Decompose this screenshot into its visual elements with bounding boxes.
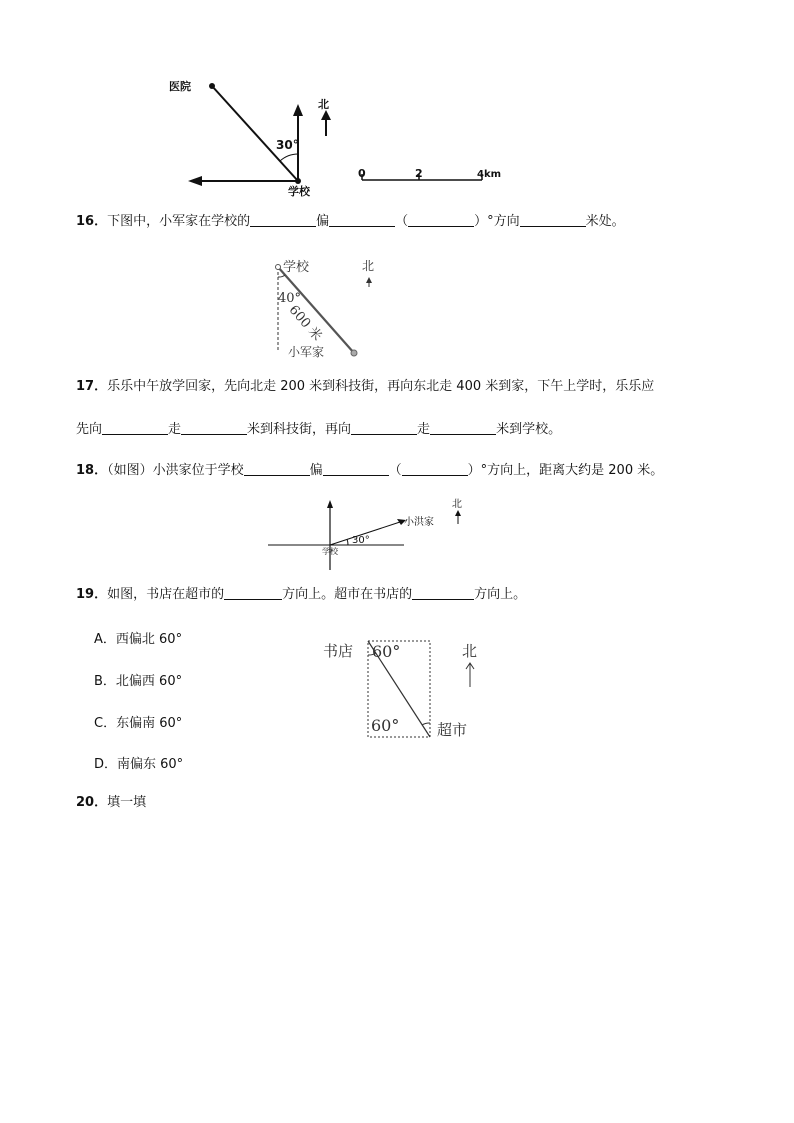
q18-figure: [266, 494, 476, 574]
west-line-arrow: [188, 176, 202, 186]
scale-tick-label-0: 0: [358, 167, 366, 180]
answer-blank[interactable]: [323, 462, 389, 476]
question-number: 20．: [76, 795, 108, 810]
answer-blank[interactable]: [329, 213, 395, 227]
question-number: 18．: [76, 463, 108, 478]
q16-home-label: 小军家: [288, 345, 325, 359]
angle-arc: [278, 275, 285, 277]
option-b[interactable]: B．北偏西 60°: [94, 674, 183, 689]
angle-arc: [280, 154, 298, 161]
answer-blank[interactable]: [224, 586, 282, 600]
scale-tick-label-2: 2: [415, 167, 423, 180]
north-arrow-head: [366, 277, 372, 283]
answer-blank[interactable]: [102, 421, 168, 435]
answer-blank[interactable]: [351, 421, 417, 435]
q16-distance-label: 600 米: [285, 302, 325, 345]
question-number: 17．: [76, 379, 108, 394]
school-dot: [276, 265, 281, 270]
q18-north-label: 北: [452, 499, 462, 510]
answer-blank[interactable]: [244, 462, 310, 476]
q19-angle-top-label: 60°: [372, 642, 401, 661]
hospital-line: [212, 86, 298, 181]
q19-north-arrow-icon: [464, 660, 476, 688]
option-a[interactable]: A．西偏北 60°: [94, 632, 183, 647]
answer-blank[interactable]: [412, 586, 474, 600]
y-axis-arrow: [327, 500, 333, 508]
answer-blank[interactable]: [520, 213, 586, 227]
question-20: 20．填一填: [76, 795, 147, 810]
q16-north-label: 北: [362, 259, 375, 273]
answer-blank[interactable]: [181, 421, 247, 435]
north-arrow-head: [455, 510, 461, 516]
question-19: 19．如图，书店在超市的 方向上。超市在书店的 方向上。: [76, 587, 527, 602]
hospital-dot: [209, 83, 215, 89]
q19-angle-bottom-label: 60°: [371, 716, 400, 735]
north-line-arrow: [293, 104, 303, 116]
angle-label: 30°: [276, 138, 299, 152]
question-18: 18．（如图）小洪家位于学校 偏 （ ）°方向上，距离大约是 200 米。: [76, 463, 664, 478]
q19-north-label: 北: [462, 642, 478, 660]
question-17: 17．乐乐中午放学回家，先向北走 200 米到科技街，再向东北走 400 米到家，下午上学时，乐乐应: [76, 379, 655, 394]
q18-home-label: 小洪家: [404, 517, 434, 528]
q16-school-label: 学校: [283, 260, 310, 275]
q16-angle-label: 40°: [278, 291, 302, 306]
q19-supermarket-label: 超市: [437, 721, 468, 739]
question-number: 16．: [76, 214, 108, 229]
q18-angle-label: 30°: [352, 535, 370, 546]
q19-bookstore-label: 书店: [323, 642, 354, 660]
answer-blank[interactable]: [250, 213, 316, 227]
home-dot: [351, 350, 357, 356]
question-17-line2: 先向 走 米到科技街，再向 走 米到学校。: [76, 422, 562, 437]
bottom-angle-arc: [422, 723, 430, 725]
question-number: 19．: [76, 587, 108, 602]
hospital-label: 医院: [169, 80, 191, 93]
option-d[interactable]: D．南偏东 60°: [94, 757, 184, 772]
scale-tick-label-4km: 4km: [477, 169, 502, 180]
answer-blank[interactable]: [430, 421, 496, 435]
q18-school-label: 学校: [322, 547, 338, 556]
question-16: 16．下图中，小军家在学校的 偏 （ ）°方向 米处。: [76, 214, 625, 229]
school-label: 学校: [288, 185, 310, 198]
angle-arc: [347, 539, 348, 545]
north-label: 北: [318, 98, 329, 111]
top-direction-figure: [160, 72, 520, 197]
option-c[interactable]: C．东偏南 60°: [94, 716, 183, 731]
answer-blank[interactable]: [408, 213, 474, 227]
answer-blank[interactable]: [402, 462, 468, 476]
